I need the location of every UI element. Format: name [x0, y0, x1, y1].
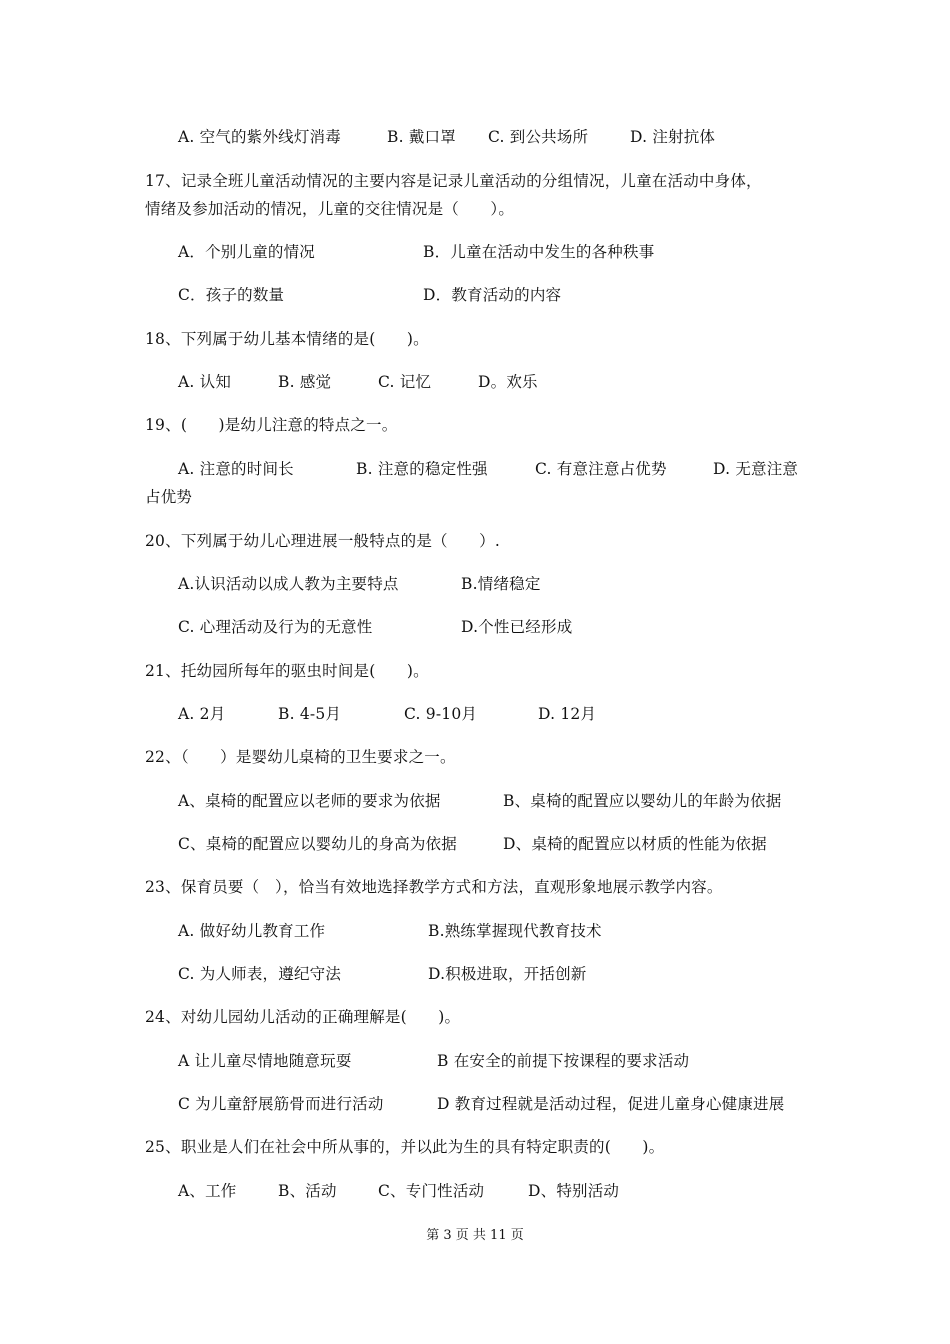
q21-option-d: D. 12月	[538, 705, 597, 723]
q22-option-c: C、桌椅的配置应以婴幼儿的身高为依据	[178, 835, 457, 853]
q18-option-a: A. 认知	[178, 373, 232, 391]
q16-option-b: B. 戴口罩	[387, 128, 456, 146]
q25-option-b: B、活动	[278, 1182, 337, 1200]
q20-option-a: A.认识活动以成人教为主要特点	[178, 575, 399, 593]
q23-option-c: C. 为人师表，遵纪守法	[178, 965, 342, 983]
q20-option-b: B.情绪稳定	[461, 575, 541, 593]
q19-option-b: B. 注意的稳定性强	[356, 460, 488, 478]
q17-option-b: B．儿童在活动中发生的各种秩事	[423, 243, 655, 261]
q20-option-c: C. 心理活动及行为的无意性	[178, 618, 373, 636]
q19-option-d-continuation: 占优势	[145, 488, 193, 506]
q24-option-a: A 让儿童尽情地随意玩耍	[178, 1052, 352, 1070]
q17-option-c: C．孩子的数量	[178, 286, 285, 304]
q23-stem: 23、保育员要（ ），恰当有效地选择教学方式和方法，直观形象地展示教学内容。	[145, 878, 723, 896]
q16-option-c: C. 到公共场所	[488, 128, 589, 146]
q18-option-d: D。欢乐	[478, 373, 538, 391]
q21-option-b: B. 4-5月	[278, 705, 342, 723]
q24-stem: 24、对幼儿园幼儿活动的正确理解是( )。	[145, 1008, 461, 1026]
q18-option-c: C. 记忆	[378, 373, 432, 391]
q20-option-d: D.个性已经形成	[461, 618, 573, 636]
q16-option-a: A. 空气的紫外线灯消毒	[178, 128, 341, 146]
q22-option-a: A、桌椅的配置应以老师的要求为依据	[178, 792, 441, 810]
q17-stem-line1: 17、记录全班儿童活动情况的主要内容是记录儿童活动的分组情况，儿童在活动中身体，	[145, 172, 762, 190]
q17-option-d: D．教育活动的内容	[423, 286, 562, 304]
q20-stem: 20、下列属于幼儿心理进展一般特点的是（ ）.	[145, 532, 500, 550]
q22-option-b: B、桌椅的配置应以婴幼儿的年龄为依据	[503, 792, 782, 810]
q25-option-c: C、专门性活动	[378, 1182, 485, 1200]
q19-stem: 19、( )是幼儿注意的特点之一。	[145, 416, 398, 434]
q21-option-a: A. 2月	[178, 705, 226, 723]
q17-stem-line2: 情绪及参加活动的情况，儿童的交往情况是（ ）。	[145, 200, 515, 218]
q23-option-b: B.熟练掌握现代教育技术	[428, 922, 602, 940]
q24-option-b: B 在安全的前提下按课程的要求活动	[437, 1052, 690, 1070]
q17-option-a: A．个别儿童的情况	[178, 243, 315, 261]
q21-option-c: C. 9-10月	[404, 705, 478, 723]
q21-stem: 21、托幼园所每年的驱虫时间是( )。	[145, 662, 429, 680]
q25-stem: 25、职业是人们在社会中所从事的，并以此为生的具有特定职责的( )。	[145, 1138, 665, 1156]
q18-stem: 18、下列属于幼儿基本情绪的是( )。	[145, 330, 429, 348]
q19-option-a: A. 注意的时间长	[178, 460, 294, 478]
q18-option-b: B. 感觉	[278, 373, 332, 391]
page-footer: 第 3 页 共 11 页	[426, 1228, 524, 1243]
q24-option-d: D 教育过程就是活动过程，促进儿童身心健康进展	[437, 1095, 785, 1113]
q25-option-d: D、特别活动	[528, 1182, 620, 1200]
q22-stem: 22、（ ）是婴幼儿桌椅的卫生要求之一。	[145, 748, 456, 766]
q23-option-a: A. 做好幼儿教育工作	[178, 922, 326, 940]
q23-option-d: D.积极进取，开括创新	[428, 965, 587, 983]
q22-option-d: D、桌椅的配置应以材质的性能为依据	[503, 835, 767, 853]
q19-option-c: C. 有意注意占优势	[535, 460, 667, 478]
q16-option-d: D. 注射抗体	[630, 128, 716, 146]
q25-option-a: A、工作	[178, 1182, 237, 1200]
q24-option-c: C 为儿童舒展筋骨而进行活动	[178, 1095, 384, 1113]
q19-option-d: D. 无意注意	[713, 460, 799, 478]
